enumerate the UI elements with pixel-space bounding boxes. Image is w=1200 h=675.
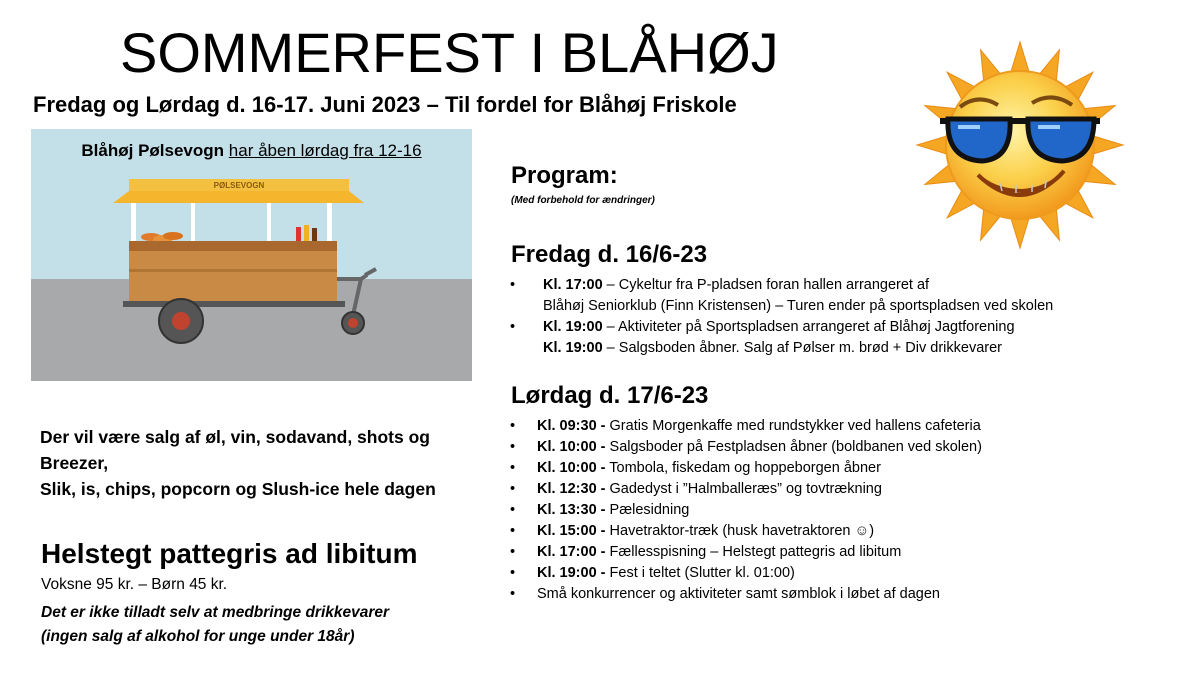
schedule-time: Kl. 15:00 -: [537, 523, 606, 539]
bullet: •: [510, 460, 516, 476]
schedule-item: [510, 584, 982, 605]
cart-caption: [31, 141, 472, 161]
sun-sunglasses-icon: [905, 40, 1135, 250]
bullet: •: [510, 502, 516, 518]
bullet: •: [510, 586, 516, 602]
page-title: SOMMERFEST I BLÅHØJ: [120, 21, 779, 84]
sales-line: Der vil være salg af øl, vin, sodavand, shots og Breezer,: [40, 427, 430, 473]
schedule-time: Kl. 09:30 -: [537, 418, 606, 434]
schedule-time: Kl. 19:00: [543, 340, 603, 356]
cart-caption-hours: har åben lørdag fra 12-16: [228, 141, 422, 160]
schedule-time: Kl. 17:00: [543, 277, 603, 293]
schedule-text-continued: Blåhøj Seniorklub (Finn Kristensen) – Turen ender på sportspladsen ved skolen: [543, 298, 1054, 314]
schedule-item: [510, 416, 982, 437]
schedule-text: – Salgsboden åbner. Salg af Pølser m. brød + Div drikkevarer: [602, 340, 1002, 356]
schedule-text: Gratis Morgenkaffe med rundstykker ved hallens cafeteria: [605, 418, 981, 434]
saturday-schedule: [510, 416, 982, 605]
schedule-item: [510, 500, 982, 521]
schedule-item: [510, 458, 982, 479]
alcohol-note: (ingen salg af alkohol for unge under 18år): [41, 628, 355, 645]
bullet: •: [510, 481, 516, 497]
schedule-text: Fællesspisning – Helstegt pattegris ad libitum: [605, 544, 902, 560]
schedule-text: – Aktiviteter på Sportspladsen arrangeret af Blåhøj Jagtforening: [602, 319, 1015, 335]
bullet: •: [510, 418, 516, 434]
sausage-cart-illustration: [31, 129, 472, 381]
schedule-text: Tombola, fiskedam og hoppeborgen åbner: [605, 460, 881, 476]
program-disclaimer: (Med forbehold for ændringer): [511, 195, 655, 206]
schedule-text: Gadedyst i ”Halmballeræs” og tovtrækning: [605, 481, 882, 497]
schedule-item: [510, 479, 982, 500]
schedule-time: Kl. 13:30 -: [537, 502, 606, 518]
schedule-item: [510, 275, 1053, 317]
sales-line: Slik, is, chips, popcorn og Slush-ice hele dagen: [40, 479, 436, 499]
bullet: •: [510, 439, 516, 455]
drinks-note: Det er ikke tilladt selv at medbringe drikkevarer: [41, 604, 390, 621]
bullet: •: [510, 523, 516, 539]
schedule-text: Salgsboder på Festpladsen åbner (boldbanen ved skolen): [605, 439, 982, 455]
schedule-time: Kl. 10:00 -: [537, 460, 606, 476]
bullet: •: [510, 277, 516, 293]
schedule-time: Kl. 19:00: [543, 319, 603, 335]
pig-roast-note: [41, 601, 389, 649]
sales-info: [40, 424, 480, 502]
schedule-text: Havetraktor-træk (husk havetraktoren ☺): [605, 523, 875, 539]
friday-schedule: [510, 275, 1053, 359]
schedule-item: [510, 317, 1053, 359]
schedule-item: [510, 521, 982, 542]
bullet: •: [510, 565, 516, 581]
schedule-item: [510, 437, 982, 458]
schedule-item: [510, 563, 982, 584]
bullet: •: [510, 544, 516, 560]
schedule-time: Kl. 12:30 -: [537, 481, 606, 497]
event-subtitle: Fredag og Lørdag d. 16-17. Juni 2023 – Til fordel for Blåhøj Friskole: [33, 92, 737, 117]
pig-roast-price: Voksne 95 kr. – Børn 45 kr.: [41, 576, 228, 593]
schedule-time: Kl. 10:00 -: [537, 439, 606, 455]
schedule-item: [510, 542, 982, 563]
cart-caption-name: Blåhøj Pølsevogn: [81, 141, 225, 160]
schedule-time: Kl. 19:00 -: [537, 565, 606, 581]
schedule-text: Pælesidning: [605, 502, 690, 518]
schedule-text: Fest i teltet (Slutter kl. 01:00): [605, 565, 795, 581]
friday-title: Fredag d. 16/6-23: [511, 241, 708, 268]
schedule-text: – Cykeltur fra P-pladsen foran hallen arrangeret af: [602, 277, 930, 293]
bullet: •: [510, 319, 516, 335]
schedule-time: Kl. 17:00 -: [537, 544, 606, 560]
saturday-title: Lørdag d. 17/6-23: [511, 382, 709, 409]
pig-roast-title: Helstegt pattegris ad libitum: [41, 538, 418, 569]
program-title: Program:: [511, 162, 618, 189]
cart-sign: PØLSEVOGN: [213, 181, 265, 190]
schedule-text: Små konkurrencer og aktiviteter samt sømblok i løbet af dagen: [537, 586, 940, 602]
